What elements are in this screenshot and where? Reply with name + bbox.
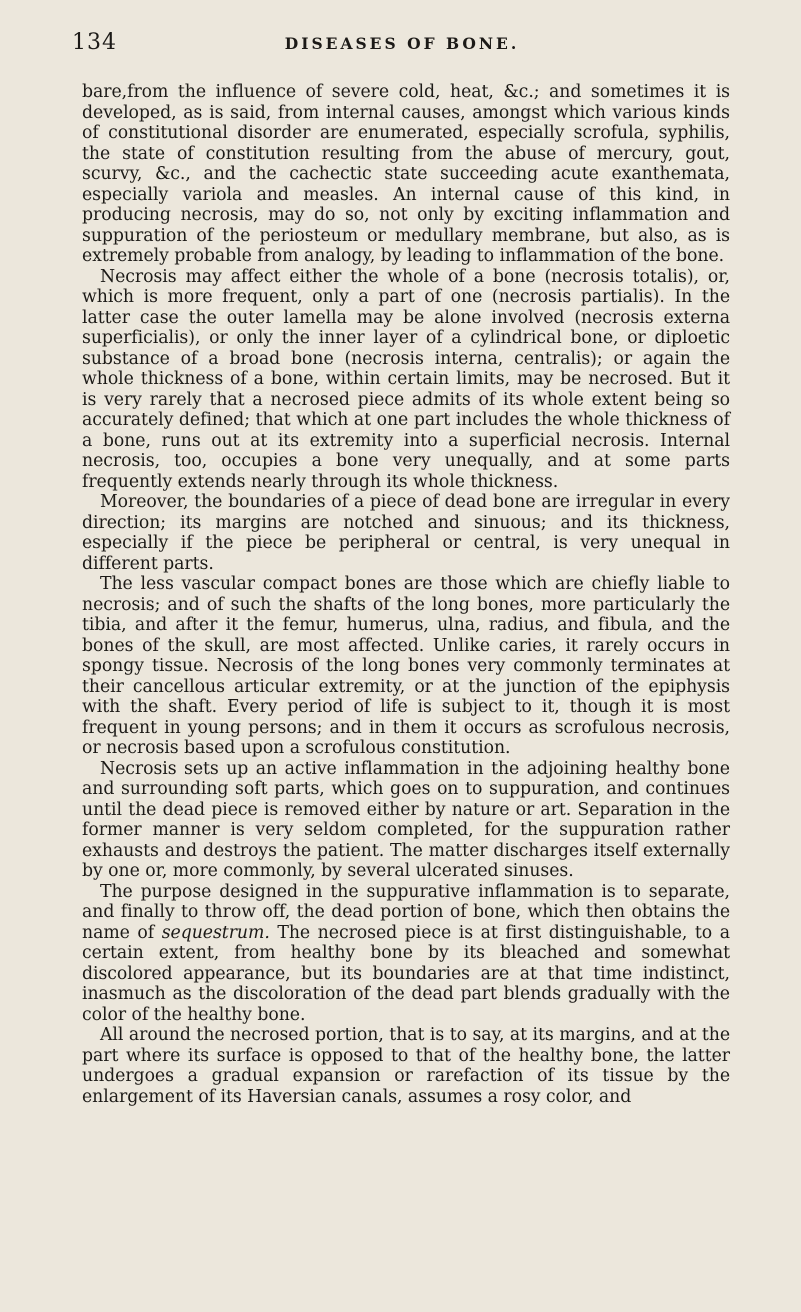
paragraph: Necrosis may affect either the whole of a bone (necrosis totalis), or, which is more frequent, only a part of one (necrosis partialis). In the latter case the outer lamella may be alone involved (necrosis externa superficialis), or only the inner layer of a cylindrical bone, or diploetic substance of a broad bone (necrosis interna, centralis); or again the whole thickness of a bone, within certain limits, may be necrosed. But it is very rarely that a necrosed piece admits of its whole extent being so accurately defined; that which at one part includes the whole thickness of a bone, runs out at its extremity into a superficial necrosis. Internal necrosis, too, occupies a bone very unequally, and at some parts frequently extends nearly through its whole thickness. — [82, 266, 730, 492]
paragraph: Necrosis sets up an active inflammation in the adjoining healthy bone and surrounding soft parts, which goes on to suppuration, and continues until the dead piece is removed either by nature or art. Separation in the former manner is very seldom completed, for the suppuration rather exhausts and destroys the patient. The matter discharges itself externally by one or, more commonly, by several ulcerated sinuses. — [82, 758, 730, 881]
paragraph: Moreover, the boundaries of a piece of dead bone are irregular in every direction; its margins are notched and sinuous; and its thickness, especially if the piece be peripheral or central, is very unequal in different parts. — [82, 492, 730, 574]
body-text — [82, 82, 730, 1107]
page-header — [72, 30, 732, 58]
paragraph: All around the necrosed portion, that is to say, at its margins, and at the part where its surface is opposed to that of the healthy bone, the latter undergoes a gradual expansion or rarefaction of its tissue by the enlargement of its Haversian canals, assumes a rosy color, and — [82, 1025, 730, 1107]
paragraph: The less vascular compact bones are those which are chiefly liable to necrosis; and of such the shafts of the long bones, more particularly the tibia, and after it the femur, humerus, ulna, radius, and fibula, and the bones of the skull, are most affected. Unlike caries, it rarely occurs in spongy tissue. Necrosis of the long bones very commonly terminates at their cancellous articular extremity, or at the junction of the epiphysis with the shaft. Every period of life is subject to it, though it is most frequent in young persons; and in them it occurs as scrofulous necrosis, or necrosis based upon a scrofulous constitution. — [82, 574, 730, 758]
paragraph — [82, 882, 730, 1026]
page-number: 134 — [72, 30, 117, 55]
sequestrum-term: sequestrum. — [161, 922, 270, 943]
paragraph-text: The purpose designed in the suppurative inflammation is to separate, and finally to throw off, the dead portion of bone, which then obtains the name of — [82, 881, 730, 943]
paragraph: bare,from the influence of severe cold, heat, &c.; and sometimes it is developed, as is said, from internal causes, amongst which various kinds of constitutional disorder are enumerated, especially scrofula, syphilis, the state of constitution resulting from the abuse of mercury, gout, scurvy, &c., and the cachectic state succeeding acute exanthemata, especially variola and measles. An internal cause of this kind, in producing necrosis, may do so, not only by exciting inflammation and suppuration of the periosteum or medullary membrane, but also, as is extremely probable from analogy, by leading to inflammation of the bone. — [82, 82, 730, 266]
running-head: DISEASES OF BONE. — [284, 34, 520, 53]
paragraph-text: The necrosed piece is at first distinguishable, to a certain extent, from healthy bone by its bleached and somewhat discolored appearance, but its boundaries are at that time indistinct, inasmuch as the discoloration of the dead part blends gradually with the color of the healthy bone. — [82, 922, 730, 1025]
